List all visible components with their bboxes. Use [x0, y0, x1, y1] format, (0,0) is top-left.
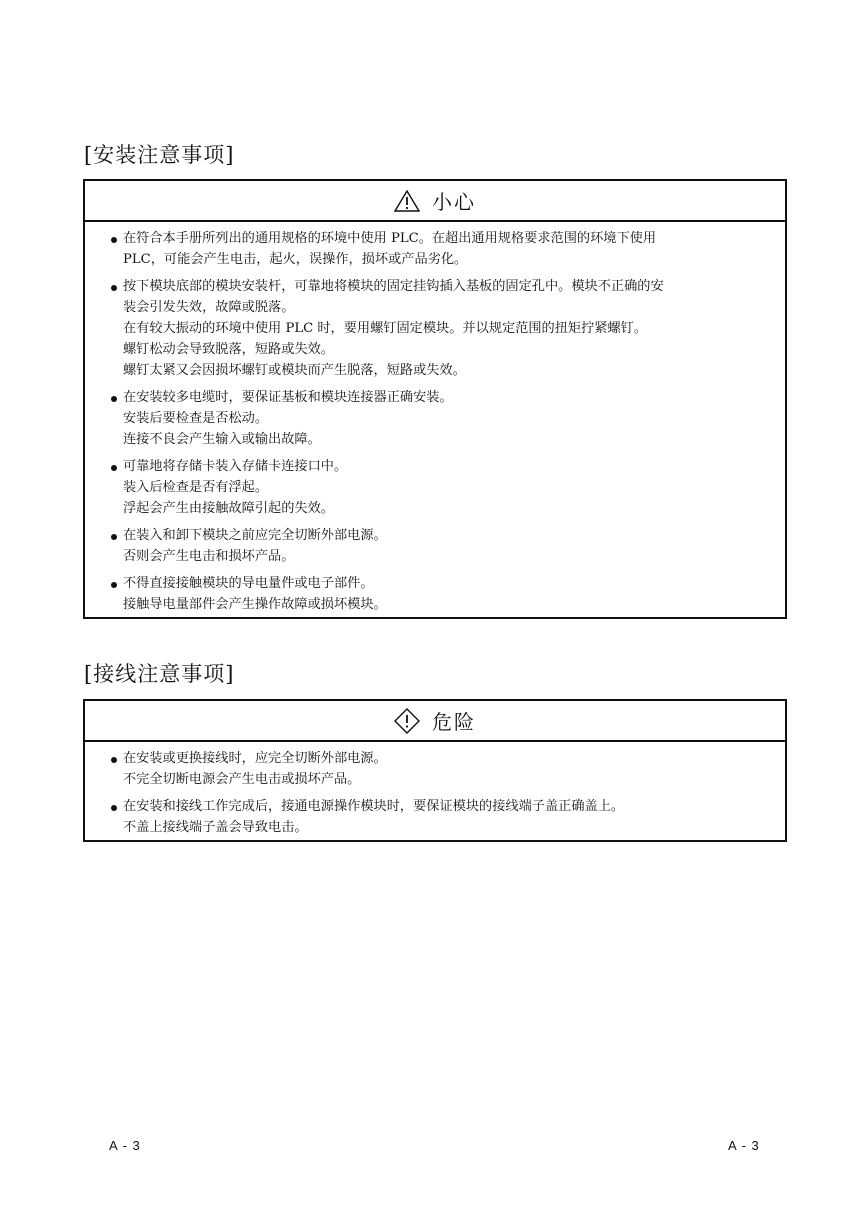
- list-item: [85, 525, 785, 567]
- warning-triangle-icon: [394, 190, 420, 212]
- item-line: 接触导电量部件会产生操作故障或损坏模块。: [123, 597, 387, 612]
- danger-header: [85, 701, 785, 742]
- item-line: 在有较大振动的环境中使用 PLC 时，要用螺钉固定模块。并以规定范围的扭矩拧紧螺钉。: [123, 321, 648, 336]
- caution-label: 小心: [432, 190, 476, 214]
- danger-diamond-icon: [394, 708, 420, 734]
- item-line: 螺钉松动会导致脱落，短路或失效。: [123, 342, 334, 357]
- danger-box: [83, 699, 787, 842]
- bullet: [111, 534, 117, 540]
- list-item: [85, 748, 785, 790]
- section-title-wiring: [接线注意事项]: [84, 662, 235, 686]
- bullet: [111, 285, 117, 291]
- danger-label: 危险: [432, 710, 476, 734]
- item-line: 可靠地将存储卡装入存储卡连接口中。: [123, 459, 348, 474]
- item-line: 在装入和卸下模块之前应完全切断外部电源。: [123, 528, 387, 543]
- bullet: [111, 237, 117, 243]
- bullet: [111, 582, 117, 588]
- page-number-right: A - 3: [728, 1138, 760, 1153]
- item-line: 安装后要检查是否松动。: [123, 411, 269, 426]
- item-line: 螺钉太紧又会因损坏螺钉或模块而产生脱落，短路或失效。: [123, 363, 466, 378]
- item-line: 装入后检查是否有浮起。: [123, 480, 269, 495]
- bullet: [111, 465, 117, 471]
- section-title-installation: [安装注意事项]: [84, 143, 235, 167]
- list-item: [85, 456, 785, 519]
- danger-body: [85, 742, 785, 838]
- list-item: [85, 276, 785, 381]
- caution-body: [85, 222, 785, 615]
- item-line: 不得直接接触模块的导电量件或电子部件。: [123, 576, 374, 591]
- bullet: [111, 757, 117, 763]
- caution-header: [85, 181, 785, 222]
- item-line: 不盖上接线端子盖会导致电击。: [123, 820, 308, 835]
- page-number-left: A - 3: [109, 1138, 141, 1153]
- list-item: [85, 573, 785, 615]
- bullet: [111, 805, 117, 811]
- bullet: [111, 396, 117, 402]
- item-line: PLC，可能会产生电击，起火，误操作，损坏或产品劣化。: [123, 252, 468, 267]
- item-line: 按下模块底部的模块安装杆，可靠地将模块的固定挂钩插入基板的固定孔中。模块不正确的安: [123, 279, 664, 294]
- item-line: 连接不良会产生输入或输出故障。: [123, 432, 321, 447]
- item-line: 在安装较多电缆时，要保证基板和模块连接器正确安装。: [123, 390, 453, 405]
- list-item: [85, 387, 785, 450]
- list-item: [85, 228, 785, 270]
- list-item: [85, 796, 785, 838]
- caution-box: [83, 179, 787, 619]
- item-line: 浮起会产生由接触故障引起的失效。: [123, 501, 334, 516]
- item-line: 否则会产生电击和损坏产品。: [123, 549, 295, 564]
- item-line: 在安装和接线工作完成后，接通电源操作模块时，要保证模块的接线端子盖正确盖上。: [123, 799, 625, 814]
- item-line: 在安装或更换接线时，应完全切断外部电源。: [123, 751, 387, 766]
- item-line: 装会引发失效，故障或脱落。: [123, 300, 295, 315]
- item-line: 不完全切断电源会产生电击或损坏产品。: [123, 772, 361, 787]
- item-line: 在符合本手册所列出的通用规格的环境中使用 PLC。在超出通用规格要求范围的环境下使用: [123, 231, 657, 246]
